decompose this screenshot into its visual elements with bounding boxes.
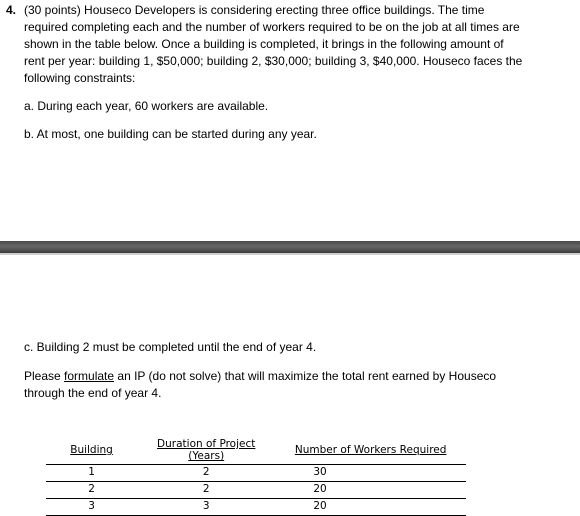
cell-workers: 20 bbox=[275, 482, 466, 499]
instruction-underlined-word: formulate bbox=[64, 369, 115, 383]
page-divider bbox=[0, 241, 580, 253]
constraint-a: a. During each year, 60 workers are available. bbox=[24, 99, 269, 113]
cell-building: 2 bbox=[46, 482, 137, 499]
cell-building: 1 bbox=[46, 465, 137, 482]
cell-duration: 2 bbox=[137, 465, 275, 482]
cell-workers: 30 bbox=[275, 465, 466, 482]
question-line-1 bbox=[6, 2, 566, 19]
question-text-line-3: shown in the table below. Once a building is completed, it brings in the following amount of bbox=[24, 37, 504, 51]
table-row bbox=[46, 465, 466, 482]
question-number: 4. bbox=[6, 3, 17, 17]
cell-workers: 20 bbox=[275, 499, 466, 516]
constraint-c: c. Building 2 must be completed until the end of year 4. bbox=[24, 340, 317, 354]
header-duration: Duration of Project (Years) bbox=[137, 438, 275, 465]
instruction-line-2: through the end of year 4. bbox=[24, 386, 162, 400]
instruction-prefix: Please bbox=[24, 369, 65, 383]
cell-duration: 3 bbox=[137, 499, 275, 516]
table-header-row bbox=[46, 438, 466, 465]
question-text-line-2: required completing each and the number of workers required to be on the job at all times are bbox=[24, 20, 520, 34]
table-row bbox=[46, 499, 466, 516]
question-text-line-4: rent per year: building 1, $50,000; building 2, $30,000; building 3, $40,000. Houseco faces the bbox=[24, 54, 523, 68]
instruction-suffix: an IP (do not solve) that will maximize the total rent earned by Houseco bbox=[114, 369, 497, 383]
question-text-line-1: (30 points) Houseco Developers is considering erecting three office buildings. The time bbox=[24, 3, 485, 17]
building-table bbox=[46, 438, 466, 516]
constraint-b: b. At most, one building can be started during any year. bbox=[24, 127, 317, 141]
table-row bbox=[46, 482, 466, 499]
header-workers: Number of Workers Required bbox=[275, 438, 466, 465]
instruction-line-1 bbox=[24, 368, 564, 385]
question-text-line-5: following constraints: bbox=[24, 71, 136, 85]
cell-building: 3 bbox=[46, 499, 137, 516]
cell-duration: 2 bbox=[137, 482, 275, 499]
header-building: Building bbox=[46, 438, 137, 465]
